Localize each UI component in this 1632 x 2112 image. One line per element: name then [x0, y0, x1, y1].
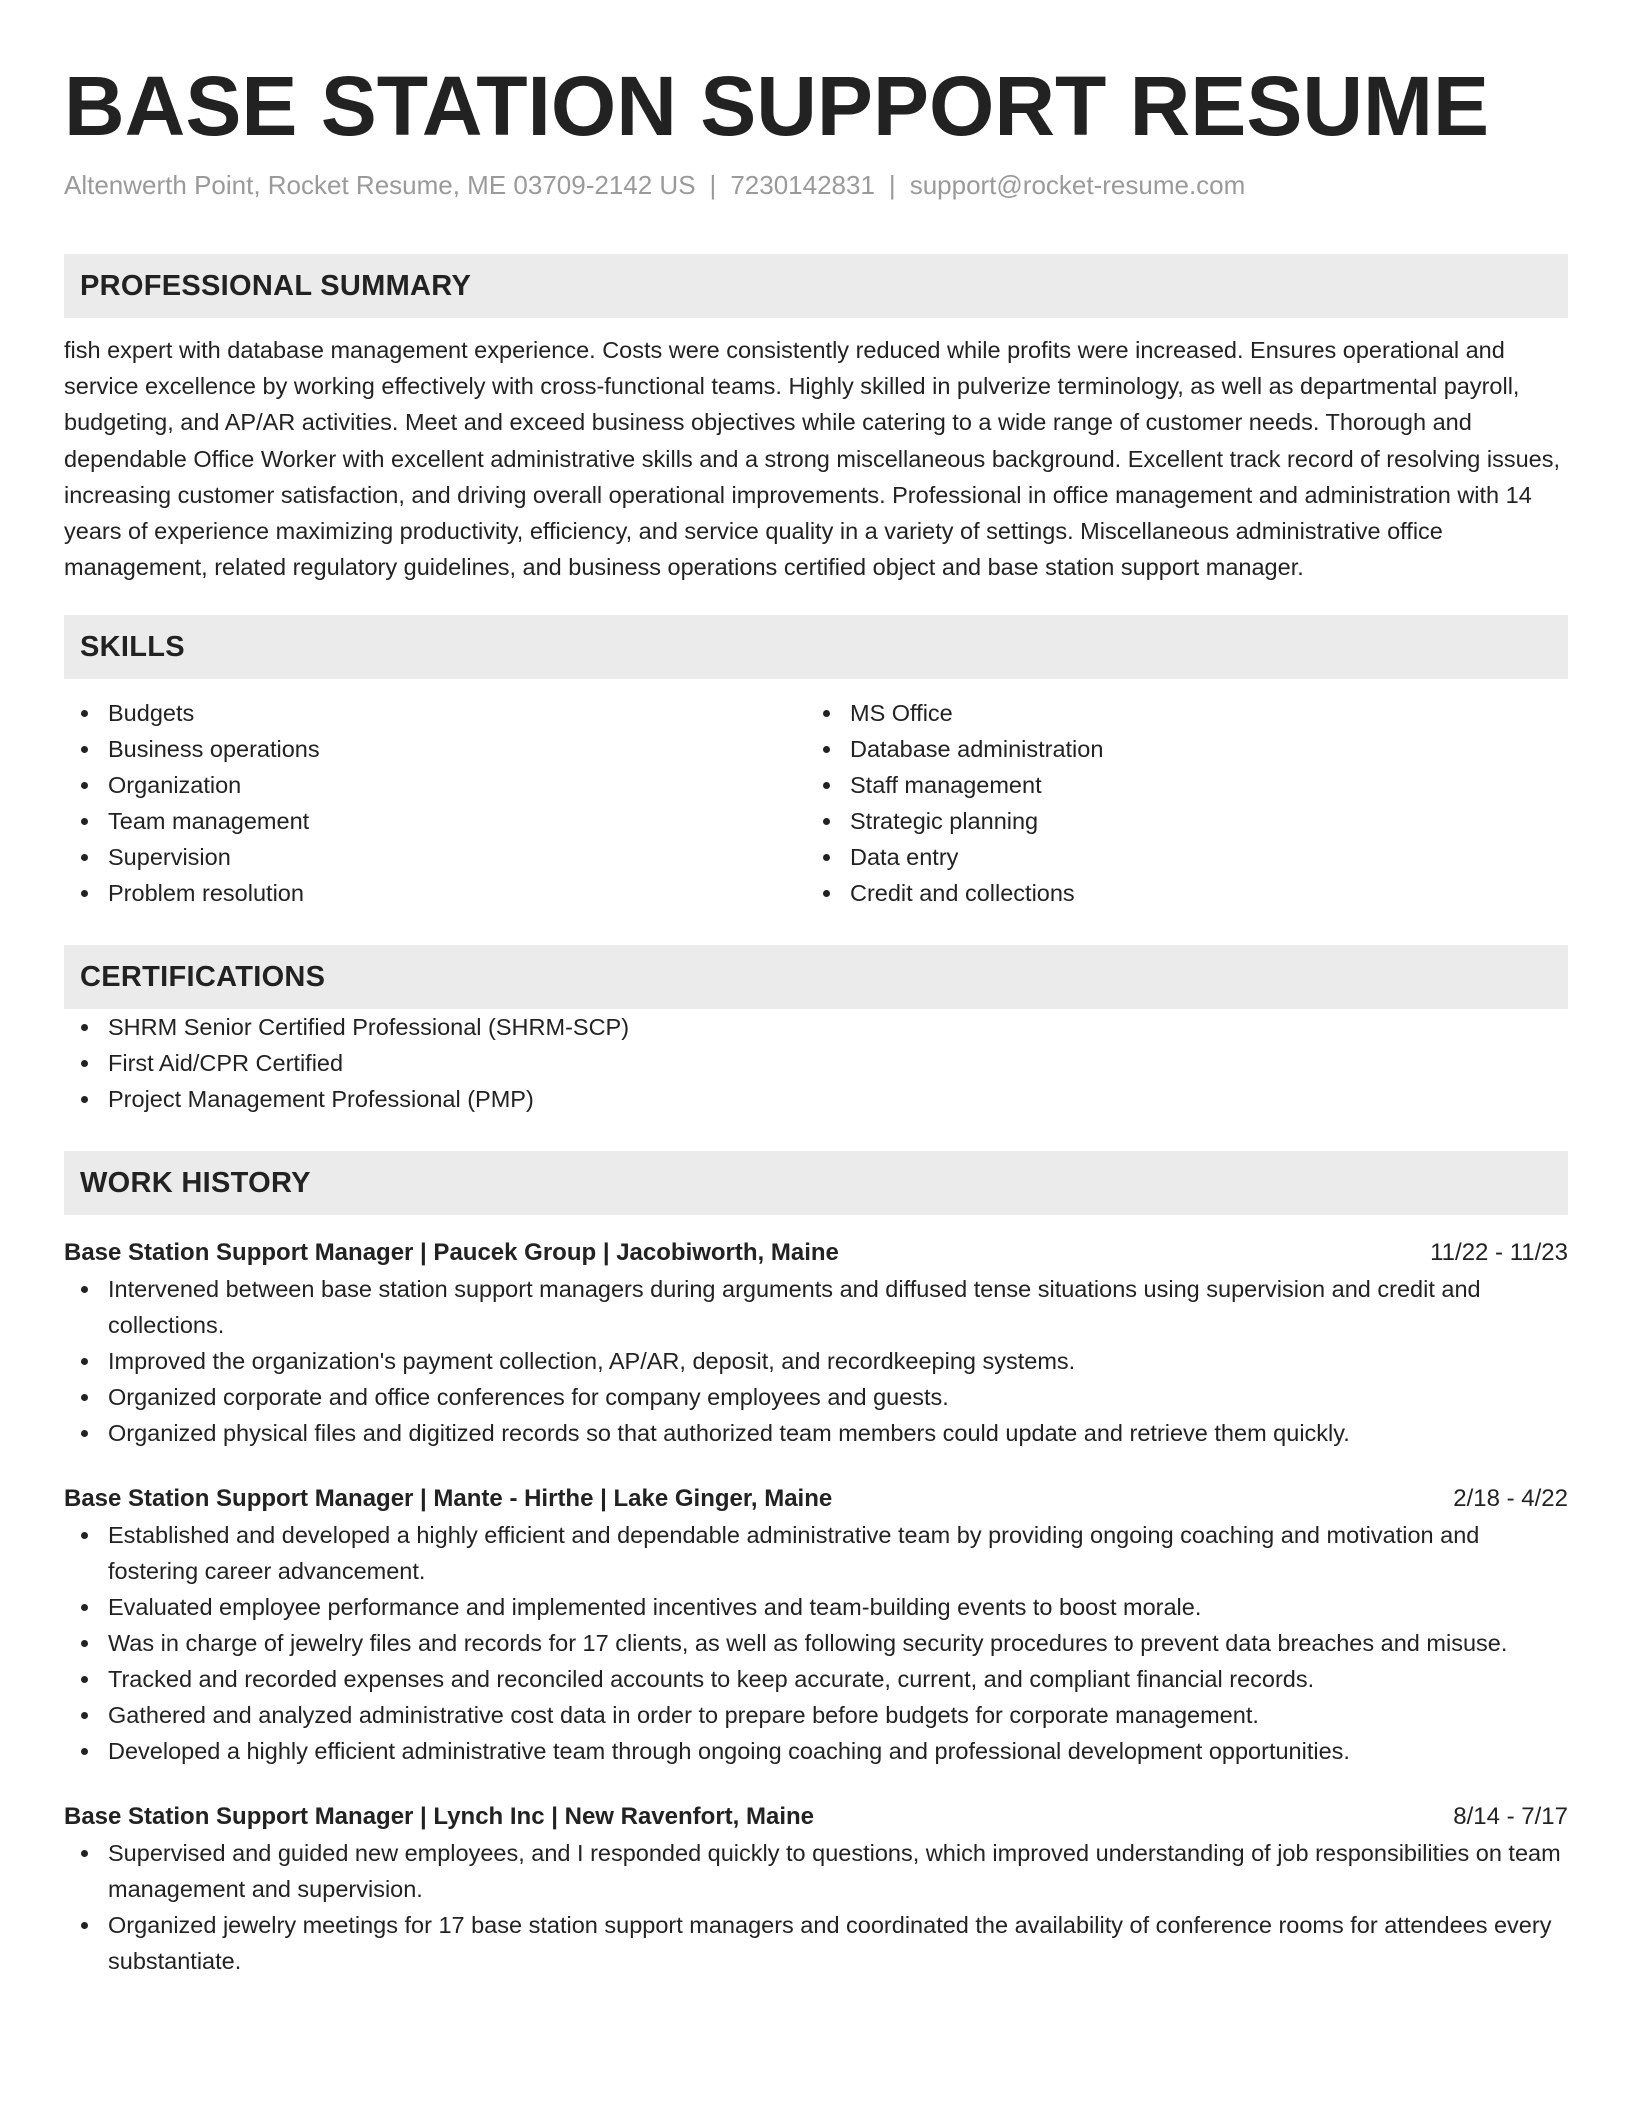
job-bullet: Intervened between base station support managers during arguments and diffused tense situations using supervision and credit and collections. — [64, 1271, 1568, 1343]
job-bullet: Supervised and guided new employees, and I responded quickly to questions, which improved understanding of job responsibilities on team management and supervision. — [64, 1835, 1568, 1907]
job-bullets — [64, 1517, 1568, 1769]
certification-item: First Aid/CPR Certified — [64, 1045, 1568, 1081]
section-header-summary: PROFESSIONAL SUMMARY — [64, 254, 1568, 318]
job-entry — [64, 1235, 1568, 1451]
skill-item: Team management — [64, 803, 806, 839]
job-bullet: Improved the organization's payment collection, AP/AR, deposit, and recordkeeping systems. — [64, 1343, 1568, 1379]
job-bullet: Tracked and recorded expenses and reconciled accounts to keep accurate, current, and compliant financial records. — [64, 1661, 1568, 1697]
skill-item: Supervision — [64, 839, 806, 875]
job-bullet: Was in charge of jewelry files and records for 17 clients, as well as following security procedures to prevent data breaches and misuse. — [64, 1625, 1568, 1661]
skill-item: MS Office — [806, 695, 1548, 731]
job-dates: 2/18 - 4/22 — [1453, 1485, 1568, 1513]
job-bullet: Evaluated employee performance and implemented incentives and team-building events to boost morale. — [64, 1589, 1568, 1625]
skill-item: Budgets — [64, 695, 806, 731]
skills-list-left — [64, 695, 806, 911]
certification-item: Project Management Professional (PMP) — [64, 1081, 1568, 1117]
skill-item: Organization — [64, 767, 806, 803]
contact-separator: | — [888, 170, 896, 200]
job-title: Base Station Support Manager | Paucek Group | Jacobiworth, Maine — [64, 1239, 839, 1267]
job-bullet: Developed a highly efficient administrative team through ongoing coaching and professional development opportunities. — [64, 1733, 1568, 1769]
skill-item: Business operations — [64, 731, 806, 767]
job-bullets — [64, 1271, 1568, 1451]
job-bullet: Gathered and analyzed administrative cost data in order to prepare before budgets for corporate management. — [64, 1697, 1568, 1733]
certification-item: SHRM Senior Certified Professional (SHRM-SCP) — [64, 1009, 1568, 1045]
contact-line — [64, 168, 1568, 202]
job-bullets — [64, 1835, 1568, 1979]
skills-grid — [64, 695, 1568, 911]
section-header-skills: SKILLS — [64, 615, 1568, 679]
skill-item: Database administration — [806, 731, 1548, 767]
job-bullet: Established and developed a highly efficient and dependable administrative team by providing ongoing coaching and motivation and fostering career advancement. — [64, 1517, 1568, 1589]
skill-item: Staff management — [806, 767, 1548, 803]
certifications-list — [64, 1009, 1568, 1117]
job-header — [64, 1481, 1568, 1517]
job-bullet: Organized corporate and office conferences for company employees and guests. — [64, 1379, 1568, 1415]
job-header — [64, 1799, 1568, 1835]
job-entry — [64, 1799, 1568, 1979]
job-title: Base Station Support Manager | Lynch Inc | New Ravenfort, Maine — [64, 1803, 814, 1831]
contact-address: Altenwerth Point, Rocket Resume, ME 03709-2142 US — [64, 170, 696, 200]
job-dates: 11/22 - 11/23 — [1430, 1239, 1568, 1267]
skill-item: Problem resolution — [64, 875, 806, 911]
skills-list-right — [806, 695, 1548, 911]
job-header — [64, 1235, 1568, 1271]
job-bullet: Organized physical files and digitized records so that authorized team members could update and retrieve them quickly. — [64, 1415, 1568, 1451]
job-title: Base Station Support Manager | Mante - Hirthe | Lake Ginger, Maine — [64, 1485, 833, 1513]
skill-item: Credit and collections — [806, 875, 1548, 911]
resume-title: BASE STATION SUPPORT RESUME — [64, 59, 1490, 153]
job-bullet: Organized jewelry meetings for 17 base station support managers and coordinated the availability of conference rooms for attendees every substantiate. — [64, 1907, 1568, 1979]
contact-email: support@rocket-resume.com — [909, 170, 1246, 200]
job-entry — [64, 1481, 1568, 1769]
section-header-certifications: CERTIFICATIONS — [64, 945, 1568, 1009]
job-dates: 8/14 - 7/17 — [1453, 1803, 1568, 1831]
section-header-work-history: WORK HISTORY — [64, 1151, 1568, 1215]
contact-phone: 7230142831 — [730, 170, 875, 200]
summary-text: fish expert with database management experience. Costs were consistently reduced while profits were increased. Ensures operational and service excellence by working effectively with cross-functional teams. Highly skilled in pulverize terminology, as well as departmental payroll, budgeting, and AP/AR activities. Meet and exceed business objectives while catering to a wide range of customer needs. Thorough and dependable Office Worker with excellent administrative skills and a strong miscellaneous background. Excellent track record of resolving issues, increasing customer satisfaction, and driving overall operational improvements. Professional in office management and administration with 14 years of experience maximizing productivity, efficiency, and service quality in a variety of settings. Miscellaneous administrative office management, related regulatory guidelines, and business operations certified object and base station support manager. — [64, 337, 1561, 581]
contact-separator: | — [709, 170, 717, 200]
skill-item: Data entry — [806, 839, 1548, 875]
skill-item: Strategic planning — [806, 803, 1548, 839]
